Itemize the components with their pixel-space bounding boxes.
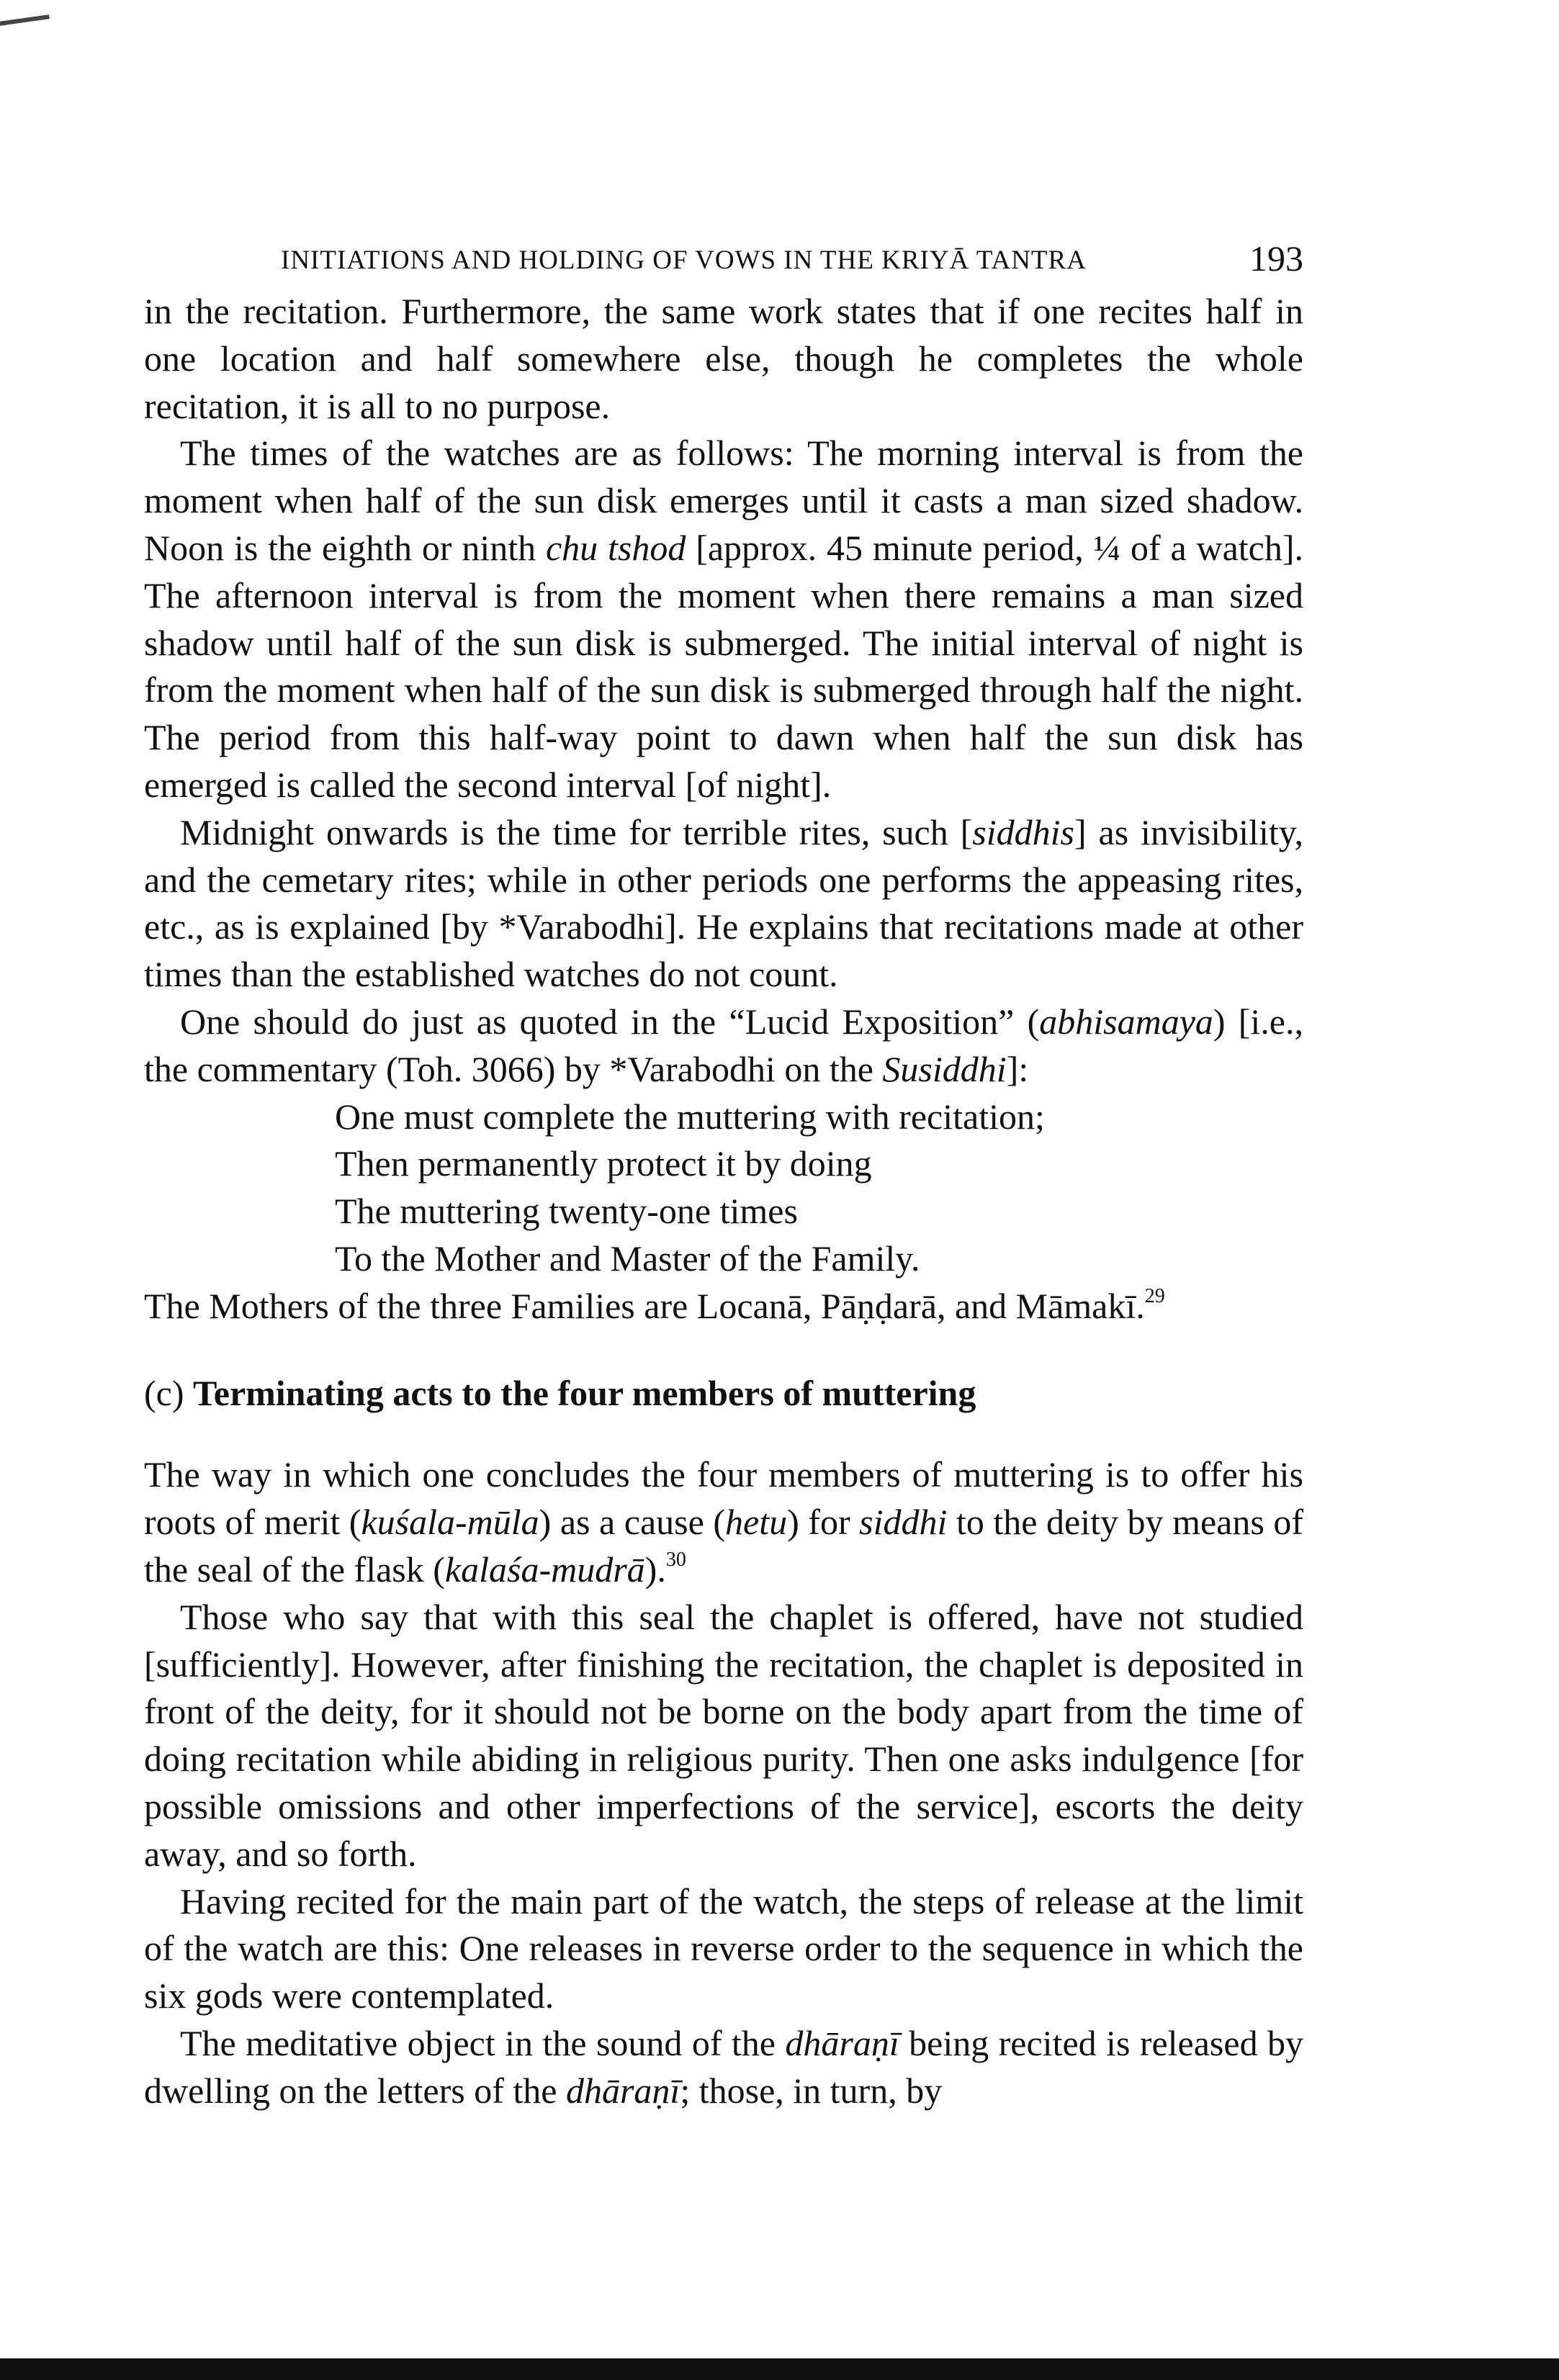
verse-quote bbox=[144, 1094, 1303, 1283]
paragraph-9: The meditative object in the sound of the dhāraṇī being recited is released by dwelling on the letters of the dhāraṇī; those, in turn, by bbox=[144, 2022, 1303, 2111]
page-number: 193 bbox=[1249, 238, 1303, 279]
verse-line: One must complete the muttering with recitation; bbox=[335, 1096, 1045, 1137]
scan-artifact bbox=[0, 14, 51, 39]
scan-bottom-edge bbox=[0, 2358, 1559, 2380]
verse-line: To the Mother and Master of the Family. bbox=[335, 1238, 920, 1279]
page-header bbox=[144, 238, 1303, 281]
paragraph-4: One should do just as quoted in the “Lucid Exposition” (abhisamaya) [i.e., the commentary (Toh. 3066) by *Varabodhi on the Susiddhi]: bbox=[144, 1001, 1304, 1089]
footnote-ref-29: 29 bbox=[1144, 1284, 1165, 1307]
paragraph-7: Those who say that with this seal the chaplet is offered, have not studied [sufficiently]. However, after finishing the recitation, the chaplet is deposited in front of the deity, for it should not be borne on the body apart from the time of doing recitation while abiding in religious purity. Then one asks indulgence [for possible omissions and other imperfections of the service], escorts the deity away, and so forth. bbox=[144, 1596, 1303, 1874]
running-head: INITIATIONS AND HOLDING OF VOWS IN THE KRIYĀ TANTRA bbox=[281, 245, 1087, 275]
verse-line: The muttering twenty-one times bbox=[335, 1191, 798, 1232]
paragraph-3: Midnight onwards is the time for terrible rites, such [siddhis] as invisibility, and the cemetary rites; while in other periods one performs the appeasing rites, etc., as is explained [by *Varabodhi]. He explains that recitations made at other times than the established watches do not count. bbox=[144, 811, 1303, 995]
footnote-ref-30: 30 bbox=[665, 1548, 686, 1571]
book-page bbox=[144, 238, 1303, 2114]
paragraph-8: Having recited for the main part of the watch, the steps of release at the limit of the watch are this: One releases in reverse order to the sequence in which the six gods were contemplated. bbox=[144, 1880, 1303, 2016]
section-heading: (c) Terminating acts to the four members of muttering bbox=[144, 1372, 976, 1413]
paragraph-5: The Mothers of the three Families are Locanā, Pāṇḍarā, and Māmakī.$^{29}$ bbox=[144, 1284, 1165, 1326]
paragraph-6: The way in which one concludes the four members of muttering is to offer his roots of merit (kuśala-mūla) as a cause (hetu) for siddhi to the deity by means of the seal of the flask (kalaśa-mudrā).$^{30}$ bbox=[144, 1454, 1303, 1590]
paragraph-2: The times of the watches are as follows: The morning interval is from the moment when half of the sun disk emerges until it casts a man sized shadow. Noon is the eighth or ninth chu tshod [approx. 45 minute period, ¼ of a watch]. The afternoon interval is from the moment when there remains a man sized shadow until half of the sun disk is submerged. The initial interval of night is from the moment when half of the sun disk is submerged through half the night. The period from this half-way point to dawn when half the sun disk has emerged is called the second interval [of night]. bbox=[144, 433, 1304, 805]
paragraph-1: in the recitation. Furthermore, the same work states that if one recites half in one location and half somewhere else, though he completes the whole recitation, it is all to no purpose. bbox=[144, 291, 1303, 426]
verse-line: Then permanently protect it by doing bbox=[335, 1143, 872, 1184]
